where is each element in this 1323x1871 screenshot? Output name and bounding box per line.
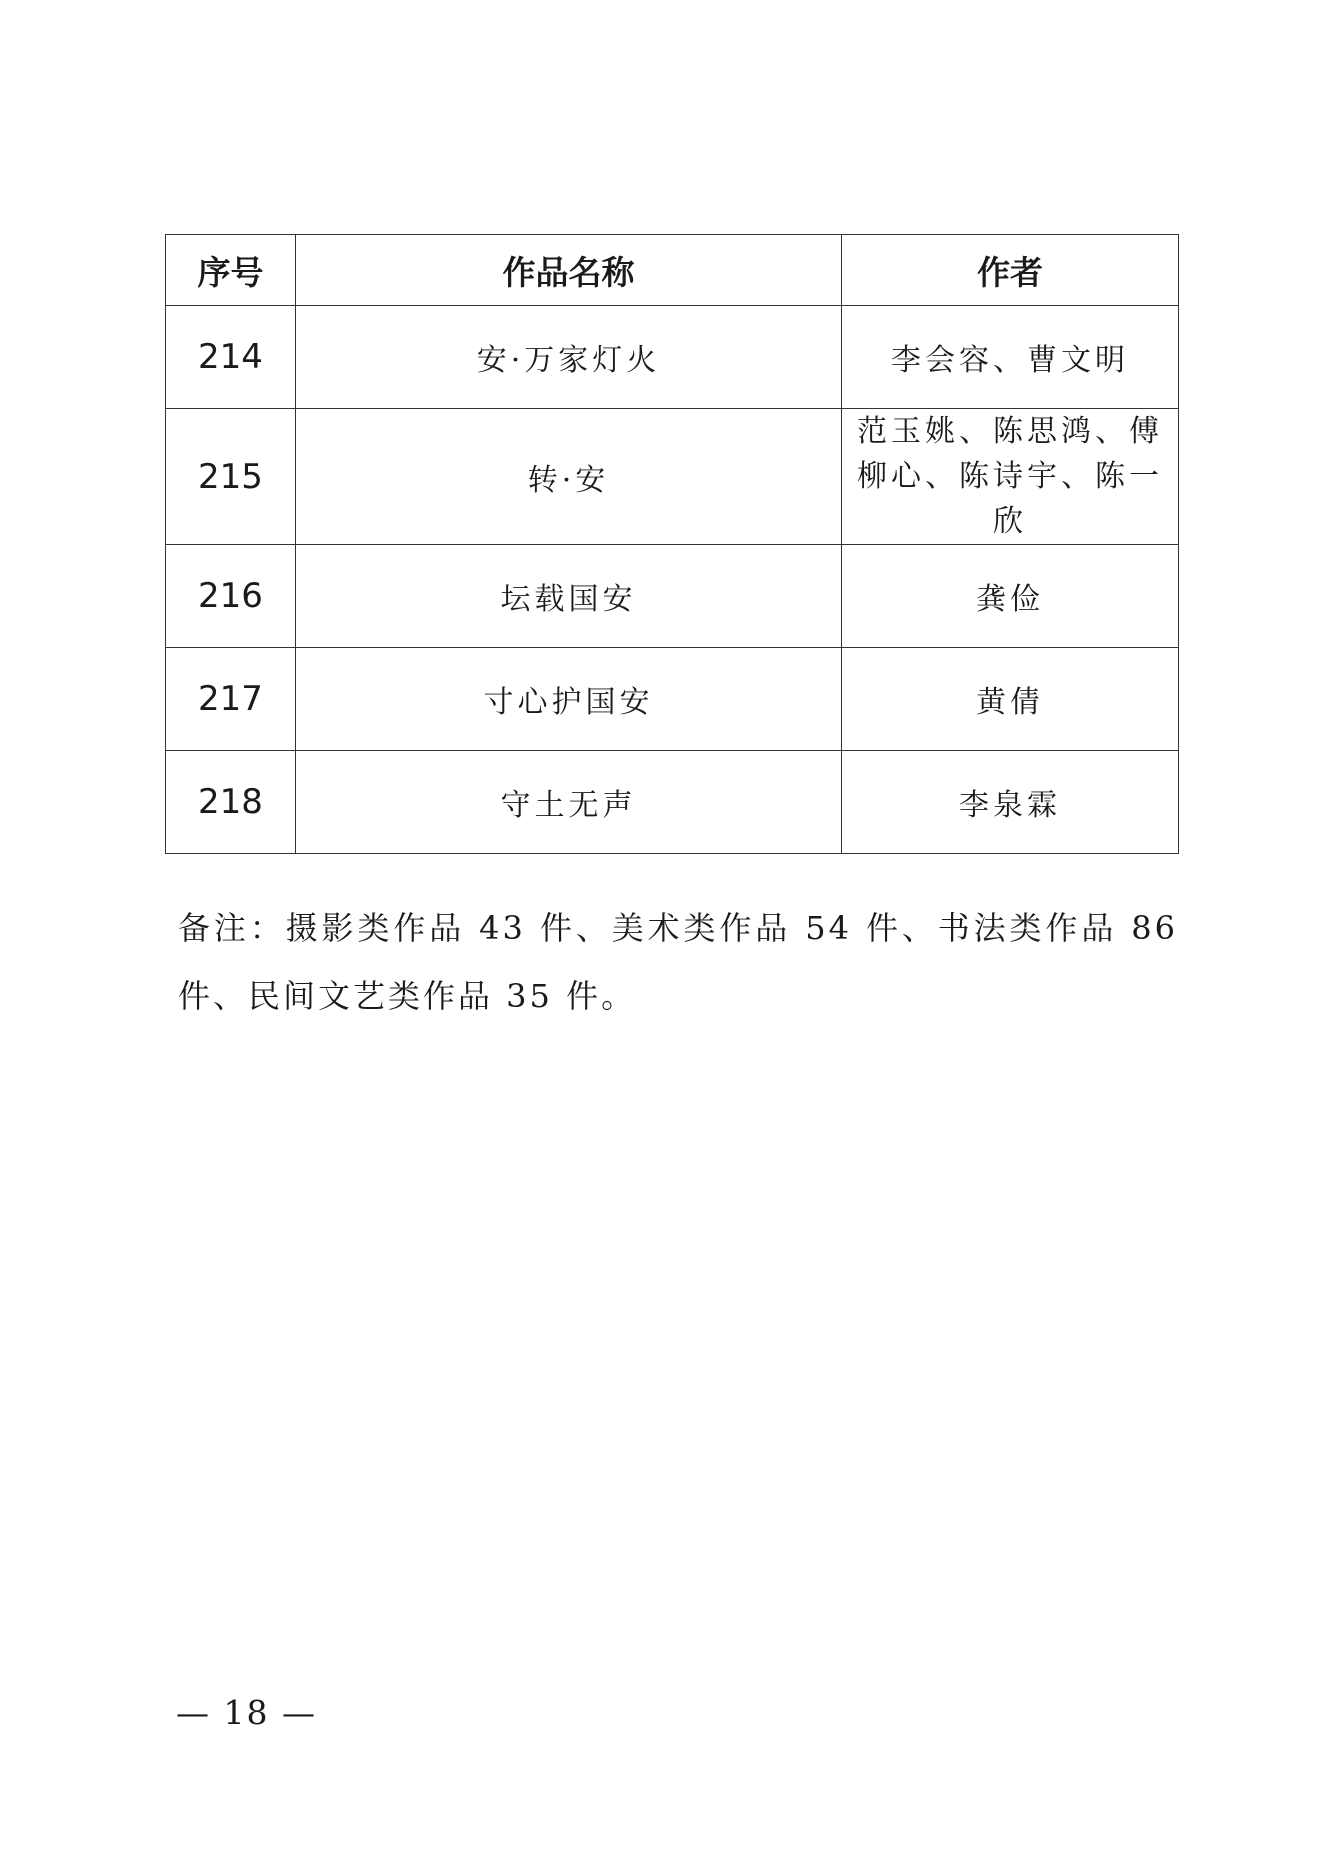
row-work-title: 转·安 [296, 409, 842, 545]
row-author: 范玉姚、陈思鸿、傅柳心、陈诗宇、陈一欣 [842, 409, 1179, 545]
row-serial-number: 214 [166, 306, 296, 409]
table-row [166, 545, 1179, 648]
header-serial-number: 序号 [166, 235, 296, 306]
row-work-title: 寸心护国安 [296, 648, 842, 751]
row-author: 李泉霖 [842, 751, 1179, 854]
row-work-title: 守土无声 [296, 751, 842, 854]
table-row [166, 648, 1179, 751]
table-row [166, 751, 1179, 854]
row-work-title: 安·万家灯火 [296, 306, 842, 409]
header-author: 作者 [842, 235, 1179, 306]
row-serial-number: 215 [166, 409, 296, 545]
row-serial-number: 216 [166, 545, 296, 648]
row-author: 黄倩 [842, 648, 1179, 751]
row-serial-number: 218 [166, 751, 296, 854]
remark-note: 备注：摄影类作品 43 件、美术类作品 54 件、书法类作品 86 件、民间文艺类作品 35 件。 [178, 909, 1178, 1015]
table-row [166, 409, 1179, 545]
table-header-row [166, 235, 1179, 306]
page-number: — 18 — [176, 1693, 317, 1732]
table-row [166, 306, 1179, 409]
row-author: 龚俭 [842, 545, 1179, 648]
header-work-title: 作品名称 [296, 235, 842, 306]
row-serial-number: 217 [166, 648, 296, 751]
row-author: 李会容、曹文明 [842, 306, 1179, 409]
row-work-title: 坛载国安 [296, 545, 842, 648]
works-table [165, 234, 1179, 854]
